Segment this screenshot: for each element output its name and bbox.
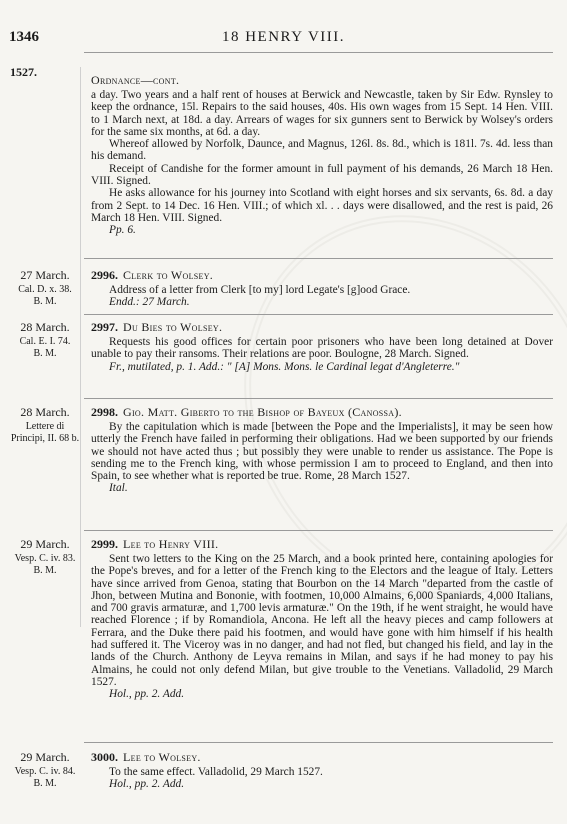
entry-text: Requests his good offices for certain poor prisoners who have been long detained at Dover unable to pay their ransoms. Their relations are poor. Boulogne, 28 March. Signed. [91,336,553,361]
entry-margin [8,537,82,577]
continuation-paragraph: a day. Two years and a half rent of houses at Berwick and Newcastle, taken by Sir Edw. Rynsley to keep the ordnance, 15l. Repairs to the said houses, 40s. His own wages from 15 Sept. 14 Hen. VIII. to 1 March next, at 18d. a day. Arrears of wages for six gunners sent to Berwick by Wolsey's orders for the same six months, at 6d. a day. [91,89,553,138]
entry-note: Fr., mutilated, p. 1. Add.: " [A] Mons. Mons. le Cardinal legat d'Angleterre." [109,360,460,373]
entry-title: Lee to Henry VIII. [123,537,219,551]
running-header [0,29,567,51]
entry-body [91,537,553,701]
entry-margin [8,405,82,445]
entry-margin [8,320,82,360]
page-number: 1346 [9,29,39,45]
entry-date: 28 March. [20,320,70,334]
continuation-heading: Ordnance—cont. [91,73,180,87]
entry-note: Ital. [109,482,128,495]
entry-note: Hol., pp. 2. Add. [109,778,185,791]
entry-text: By the capitulation which is made [between the Pope and the Imperialists], it may be seen how utterly the French have failed in performing their obligations. Had we been supported by our friends we should not have acted thus ; but possibly they were unable to render us assistance. The Pope is sending me to the French king, with whose permission I am to proceed to England, and then into Spain, to see whether what is reported be true. Rome, 28 March 1527. [91,421,553,483]
entry-separator [84,398,553,399]
entry-body [91,268,553,309]
entry-separator [84,314,553,315]
entry-repository: B. M. [33,565,57,576]
entry-date: 29 March. [20,537,70,551]
entry-text: Sent two letters to the King on the 25 March, and a book printed here, containing apologies for the Pope's breves, and for a letter of the French king to the Electors and the league of Italy. Letters have since arrived from Genoa, stating that Bourbon on the 14 March "departed from the castle of Jhon, between Mutina and Bononie, with footmen, 10,000 Almains, 6,000 Spaniards, 4,000 Italians, and 700 gravis armaturæ, and 1,700 levis armaturæ." On the 19th, if he went straight, he would have reached Florence ; if by Romandiola, Ancona. He left all the heavy pieces and camp followers at Ferrara, and the Duke there paid his footmen, and would have gone with him himself if his health had suffered it. The Viceroy was in no danger, and had not fled, but changed his field, and lay in the lands of the Church. Anthony de Leyva remains in Milan, and says if he had money to pay his Almains, he could not only defend Milan, but give trouble to the Venetians. Valladolid, 29 March 1527. [91,553,553,688]
continuation-paragraph: He asks allowance for his journey into Scotland with eight horses and six servants, 6s. 8d. a day from 2 Sept. to 14 Dec. 16 Hen. VIII.; of which xl. . . days were disallowed, and the rest is paid, 26 March 18 Hen. VIII. Signed. [91,187,553,224]
entry-separator [84,742,553,743]
entry-text: Address of a letter from Clerk [to my] lord Legate's [g]ood Grace. [109,284,411,296]
entry-date: 29 March. [20,750,70,764]
entry-title: Gio. Matt. Giberto to the Bishop of Bayeux (Canossa). [123,405,402,419]
entry-repository: B. M. [33,348,57,359]
entry-note: Endd.: 27 March. [109,296,190,309]
entry-title: Clerk to Wolsey. [123,268,214,282]
continuation-note: Pp. 6. [109,224,136,237]
entry-number: 2996. [91,268,118,282]
entry-date: 28 March. [20,405,70,419]
entry-number: 2999. [91,537,118,551]
entry-repository: B. M. [33,778,57,789]
entry-margin [8,750,82,790]
header-rule [84,52,553,53]
entry-repository: B. M. [33,296,57,307]
entry-title: Lee to Wolsey. [123,750,201,764]
entry-text: To the same effect. Valladolid, 29 March 1527. [109,766,323,778]
entry-reference: Cal. E. I. 74. [19,336,71,347]
entry-body [91,405,553,495]
entry-note: Hol., pp. 2. Add. [109,688,185,701]
entry-reference: Vesp. C. iv. 83. [14,553,76,564]
entry-date: 27 March. [20,268,70,282]
running-title: 18 HENRY VIII. [221,29,346,45]
entry-number: 3000. [91,750,118,764]
entry-number: 2997. [91,320,118,334]
continuation-paragraph: Receipt of Candishe for the former amount in full payment of his demands, 26 March 18 Hen. VIII. Signed. [91,162,553,188]
margin-year: 1527. [10,65,37,79]
continuation-block [91,73,553,237]
entry-title: Du Bies to Wolsey. [123,320,223,334]
entry-body [91,320,553,373]
entry-separator [84,530,553,531]
entry-number: 2998. [91,405,118,419]
entry-separator [84,258,553,259]
entry-body [91,750,553,791]
continuation-paragraph: Whereof allowed by Norfolk, Daunce, and Magnus, 126l. 8s. 8d., which is 181l. 7s. 4d. less than his demand. [91,138,553,163]
entry-reference: Vesp. C. iv. 84. [14,766,76,777]
entry-margin [8,268,82,308]
entry-reference: Cal. D. x. 38. [18,284,72,295]
entry-reference: Lettere di Principi, II. 68 b. [10,421,80,444]
